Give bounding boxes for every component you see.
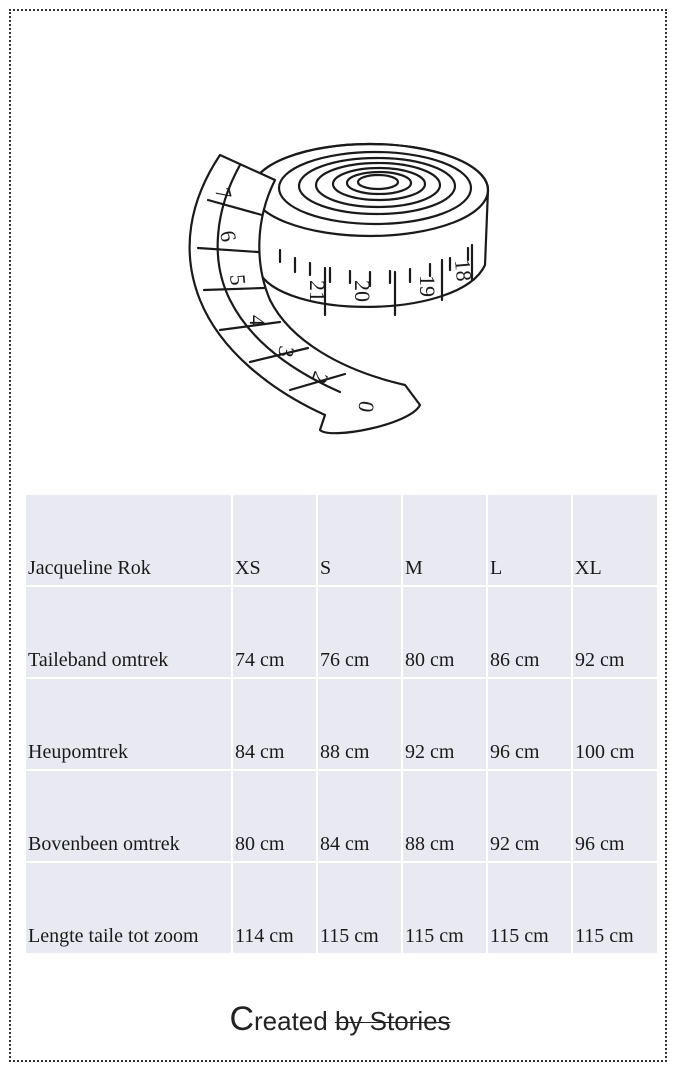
- row-label: Taileband omtrek: [26, 587, 231, 677]
- table-cell: 96 cm: [573, 771, 657, 861]
- table-row: [26, 771, 657, 861]
- table-cell: 92 cm: [403, 679, 486, 769]
- tape-number: 5: [225, 273, 251, 287]
- table-cell: 74 cm: [233, 587, 316, 677]
- table-cell: 96 cm: [488, 679, 571, 769]
- tape-number: 18: [450, 258, 477, 283]
- table-cell: 84 cm: [233, 679, 316, 769]
- table-row: [26, 587, 657, 677]
- tape-number: 0: [353, 399, 380, 415]
- table-cell: 115 cm: [318, 863, 401, 953]
- row-label: Bovenbeen omtrek: [26, 771, 231, 861]
- brand-footer: [0, 1000, 680, 1039]
- size-header-l: L: [488, 495, 571, 585]
- row-label: Lengte taile tot zoom: [26, 863, 231, 953]
- tape-number: 19: [415, 275, 440, 297]
- table-cell: 88 cm: [318, 679, 401, 769]
- table-cell: 88 cm: [403, 771, 486, 861]
- size-header-s: S: [318, 495, 401, 585]
- table-cell: 92 cm: [488, 771, 571, 861]
- table-cell: 86 cm: [488, 587, 571, 677]
- table-cell: 92 cm: [573, 587, 657, 677]
- size-header-m: M: [403, 495, 486, 585]
- table-header-row: [26, 495, 657, 585]
- tape-number: 7: [210, 184, 238, 202]
- tape-number: 6: [215, 228, 242, 244]
- table-cell: 76 cm: [318, 587, 401, 677]
- table-cell: 115 cm: [573, 863, 657, 953]
- table-cell: 80 cm: [403, 587, 486, 677]
- table-cell: 100 cm: [573, 679, 657, 769]
- table-cell: 84 cm: [318, 771, 401, 861]
- table-cell: 114 cm: [233, 863, 316, 953]
- tape-number: 4: [245, 315, 270, 326]
- measuring-tape-icon: [180, 130, 510, 450]
- table-row: [26, 679, 657, 769]
- size-header-xl: XL: [573, 495, 657, 585]
- size-header-xs: XS: [233, 495, 316, 585]
- table-row: [26, 863, 657, 953]
- product-name-cell: Jacqueline Rok: [26, 495, 231, 585]
- brand-text-part2: by Stories: [334, 1006, 451, 1036]
- row-label: Heupomtrek: [26, 679, 231, 769]
- tape-number: 20: [350, 280, 375, 302]
- table-cell: 115 cm: [403, 863, 486, 953]
- size-table: [24, 493, 659, 955]
- table-cell: 80 cm: [233, 771, 316, 861]
- brand-text-part1: reated: [254, 1006, 335, 1036]
- tape-number: 21: [305, 280, 330, 302]
- tape-number: 2: [306, 368, 334, 388]
- brand-initial: C: [229, 1000, 254, 1038]
- table-cell: 115 cm: [488, 863, 571, 953]
- tape-number: 3: [273, 344, 300, 360]
